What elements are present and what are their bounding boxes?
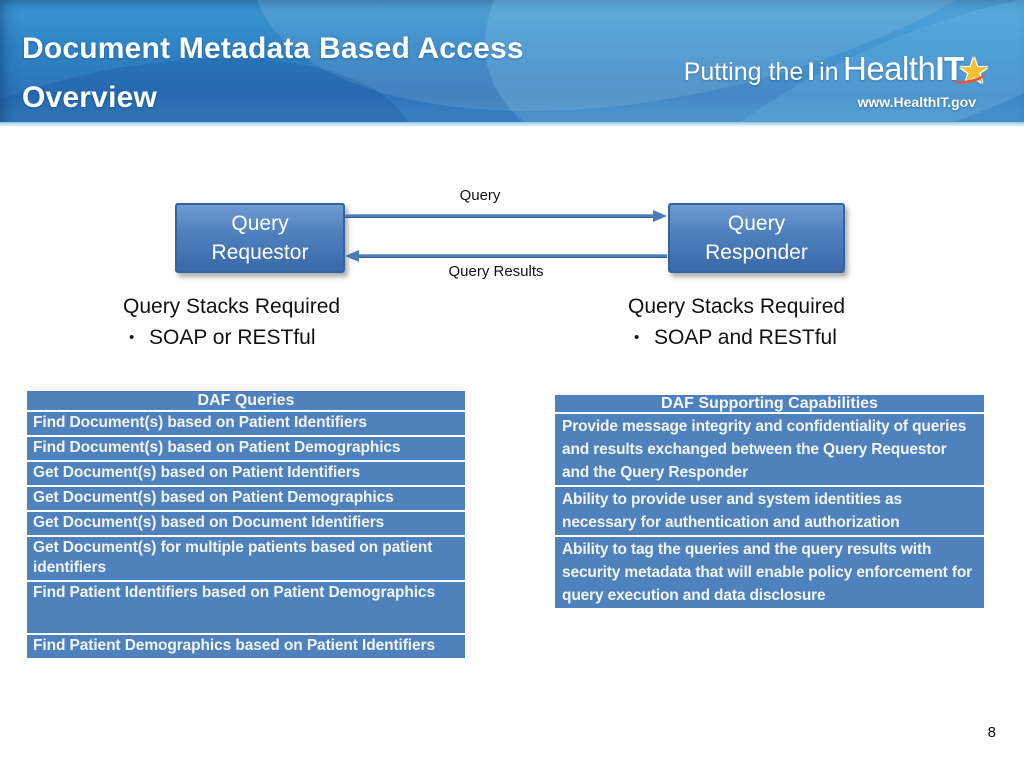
arrow-shaft bbox=[345, 214, 655, 218]
arrow-head-right-icon bbox=[653, 210, 667, 222]
query-stacks-right bbox=[628, 291, 845, 353]
star-icon: ★ bbox=[957, 50, 990, 91]
logo-text-i: I bbox=[807, 58, 815, 86]
logo-text-it: IT bbox=[935, 50, 964, 87]
query-arrow-label: Query bbox=[459, 187, 501, 204]
healthit-logo bbox=[684, 50, 990, 110]
logo-text-putting: Putting the bbox=[683, 58, 804, 86]
table-row: Get Document(s) based on Document Identifiers bbox=[27, 512, 465, 535]
arrow-head-left-icon bbox=[345, 250, 359, 262]
query-responder-box bbox=[668, 203, 845, 273]
logo-text-in: in bbox=[819, 58, 839, 86]
page-title bbox=[22, 24, 524, 122]
daf-capabilities-table bbox=[555, 395, 984, 610]
query-requestor-label-line2: Requestor bbox=[211, 241, 309, 264]
query-responder-label-line1: Query bbox=[727, 212, 786, 235]
query-arrow-right bbox=[345, 210, 667, 223]
table-row: Get Document(s) based on Patient Demographics bbox=[27, 487, 465, 510]
query-stacks-right-item-text: SOAP and RESTful bbox=[654, 326, 837, 349]
bullet-icon: • bbox=[634, 329, 640, 346]
query-stacks-left-item bbox=[123, 322, 340, 353]
page-number: 8 bbox=[987, 724, 996, 741]
query-stacks-left bbox=[123, 291, 340, 353]
query-stacks-left-item-text: SOAP or RESTful bbox=[149, 326, 316, 349]
logo-text-health: Health bbox=[843, 50, 936, 87]
query-stacks-right-item bbox=[628, 322, 845, 353]
query-results-arrow-left bbox=[345, 250, 667, 263]
table-row: Find Patient Demographics based on Patient Identifiers bbox=[27, 635, 465, 658]
page-title-line1: Document Metadata Based Access bbox=[22, 32, 524, 65]
table-row: Find Document(s) based on Patient Identifiers bbox=[27, 412, 465, 435]
healthit-url: www.HealthIT.gov bbox=[857, 94, 976, 110]
page-title-line2: Overview bbox=[22, 81, 158, 114]
header-bottom-edge bbox=[0, 122, 1024, 127]
table-row: Ability to tag the queries and the query results with security metadata that will enable policy enforcement for query execution and data disclosure bbox=[555, 537, 984, 608]
arrow-shaft bbox=[357, 254, 667, 258]
table-row: Get Document(s) based on Patient Identifiers bbox=[27, 462, 465, 485]
healthit-logo-tagline bbox=[684, 50, 990, 92]
table-row: Find Patient Identifiers based on Patient Demographics bbox=[27, 582, 465, 633]
query-stacks-left-title: Query Stacks Required bbox=[123, 295, 341, 318]
table-row: Ability to provide user and system identities as necessary for authentication and authorization bbox=[555, 487, 984, 535]
table-row: Get Document(s) for multiple patients based on patient identifiers bbox=[27, 537, 465, 580]
daf-queries-table bbox=[27, 391, 465, 660]
table-row: Provide message integrity and confidentiality of queries and results exchanged between the Query Requestor and the Query Responder bbox=[555, 414, 984, 485]
query-stacks-right-title: Query Stacks Required bbox=[628, 295, 846, 318]
daf-queries-table-header: DAF Queries bbox=[27, 391, 465, 410]
daf-queries-table-body bbox=[27, 412, 465, 658]
query-requestor-label-line1: Query bbox=[231, 212, 289, 235]
query-results-arrow-label: Query Results bbox=[448, 263, 544, 280]
daf-capabilities-table-body bbox=[555, 414, 984, 608]
bullet-icon: • bbox=[129, 329, 135, 346]
table-row: Find Document(s) based on Patient Demographics bbox=[27, 437, 465, 460]
daf-capabilities-table-header: DAF Supporting Capabilities bbox=[555, 395, 984, 412]
query-responder-label-line2: Responder bbox=[705, 241, 808, 264]
header-banner bbox=[0, 0, 1024, 122]
query-requestor-box bbox=[175, 203, 345, 273]
